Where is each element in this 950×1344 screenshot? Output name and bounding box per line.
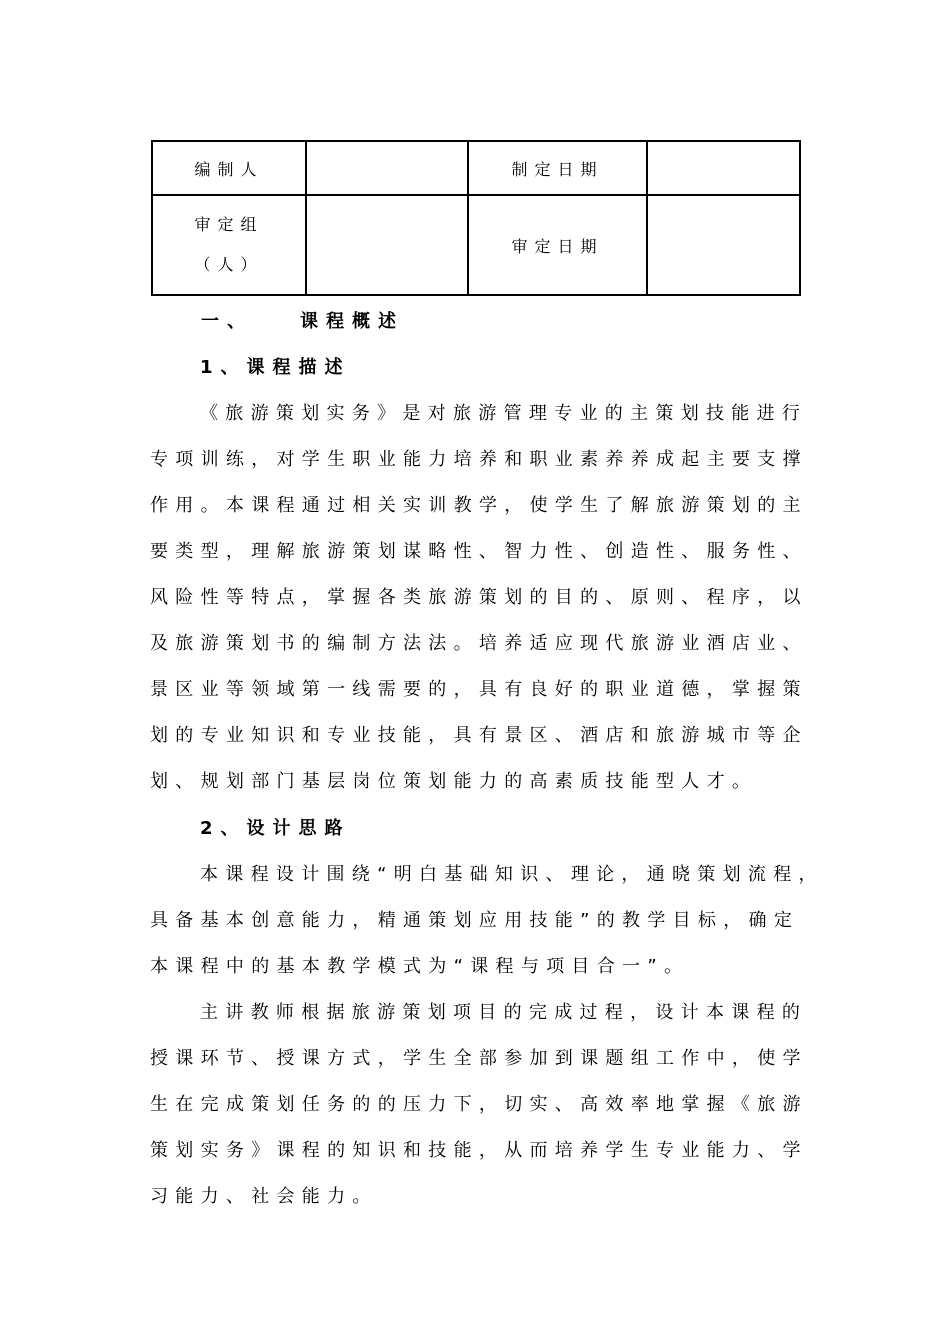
author-value xyxy=(306,141,468,195)
paragraph-line: 本课程中的基本教学模式为“课程与项目合一”。 xyxy=(150,956,690,977)
review-group-label-line1: 审定组 xyxy=(194,215,264,234)
paragraph-line: 要类型，理解旅游策划谋略性、智力性、创造性、服务性、 xyxy=(150,541,808,562)
paragraph-line: 景区业等领域第一线需要的，具有良好的职业道德，掌握策 xyxy=(150,679,808,700)
paragraph-line: 习能力、社会能力。 xyxy=(150,1186,378,1207)
review-group-value xyxy=(306,195,468,295)
info-table xyxy=(151,140,801,296)
paragraph-line: 主讲教师根据旅游策划项目的完成过程，设计本课程的 xyxy=(200,1002,808,1023)
paragraph-line: 风险性等特点，掌握各类旅游策划的目的、原则、程序，以 xyxy=(150,587,808,608)
paragraph-line: 《旅游策划实务》是对旅游管理专业的主策划技能进行 xyxy=(200,403,808,424)
paragraph-line: 作用。本课程通过相关实训教学，使学生了解旅游策划的主 xyxy=(150,495,808,516)
section-number: 一、 xyxy=(201,311,253,332)
subsection-heading-course-description: 1、课程描述 xyxy=(200,357,351,378)
review-group-label xyxy=(152,195,306,295)
paragraph-line: 划、规划部门基层岗位策划能力的高素质技能型人才。 xyxy=(150,771,758,792)
paragraph-line: 策划实务》课程的知识和技能，从而培养学生专业能力、学 xyxy=(150,1140,808,1161)
paragraph-line: 专项训练，对学生职业能力培养和职业素养养成起主要支撑 xyxy=(150,449,808,470)
review-group-label-line2: （人） xyxy=(194,255,264,274)
paragraph-line: 及旅游策划书的编制方法法。培养适应现代旅游业酒店业、 xyxy=(150,633,808,654)
creation-date-label: 制定日期 xyxy=(468,141,647,195)
paragraph-line: 划的专业知识和专业技能，具有景区、酒店和旅游城市等企 xyxy=(150,725,808,746)
creation-date-value xyxy=(647,141,800,195)
review-date-value xyxy=(647,195,800,295)
paragraph-line: 本课程设计围绕“明白基础知识、理论，通晓策划流程， xyxy=(200,864,824,885)
paragraph-line: 授课环节、授课方式，学生全部参加到课题组工作中，使学 xyxy=(150,1048,808,1069)
section-title: 课程概述 xyxy=(300,311,404,332)
author-label: 编制人 xyxy=(152,141,306,195)
paragraph-line: 具备基本创意能力，精通策划应用技能”的教学目标，确定 xyxy=(150,910,800,931)
table-row xyxy=(152,195,800,295)
review-date-label: 审定日期 xyxy=(468,195,647,295)
table-row xyxy=(152,141,800,195)
subsection-heading-design-idea: 2、设计思路 xyxy=(200,818,351,839)
paragraph-line: 生在完成策划任务的的压力下，切实、高效率地掌握《旅游 xyxy=(150,1094,808,1115)
